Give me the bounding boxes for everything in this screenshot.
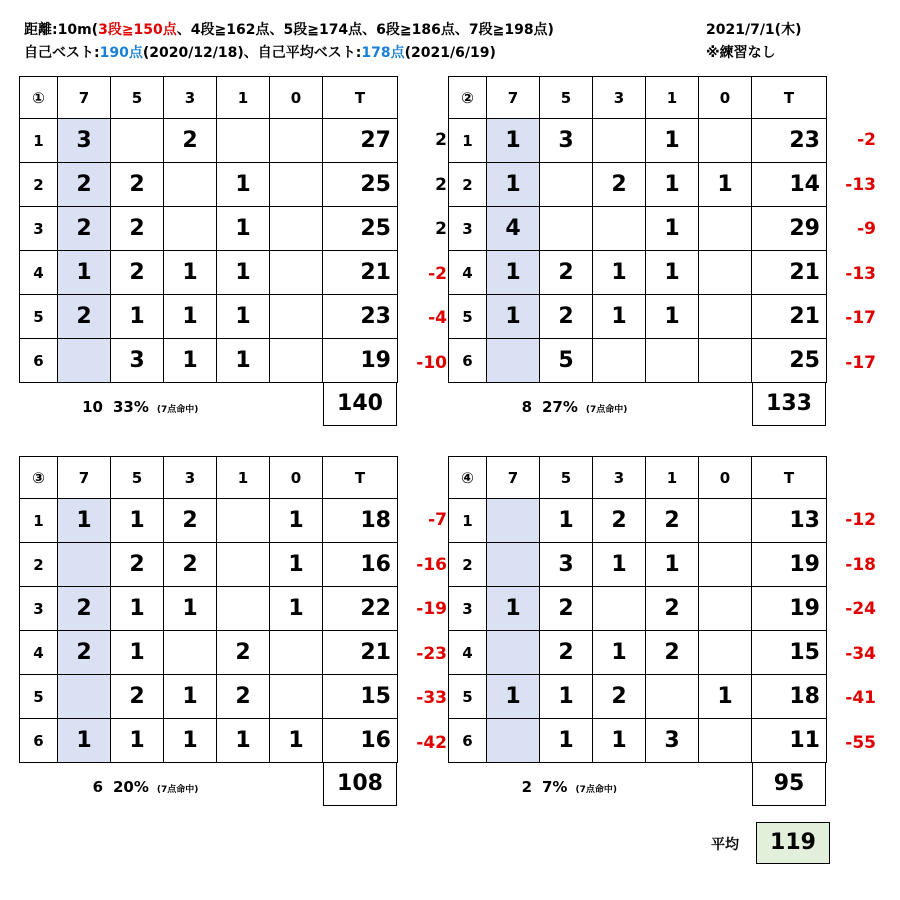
count-cell-1: 1 — [646, 119, 699, 163]
hit-summary — [506, 398, 627, 416]
difference-value: 2 — [435, 219, 447, 239]
end-total: 19 — [752, 543, 827, 587]
difference-value: -33 — [416, 688, 447, 708]
count-cell-1: 1 — [217, 339, 270, 383]
difference-value: -16 — [416, 554, 447, 575]
end-number: 4 — [20, 251, 58, 295]
difference-column — [395, 498, 447, 765]
difference-column — [824, 118, 876, 385]
end-total: 11 — [752, 719, 827, 763]
column-header: T — [323, 77, 398, 119]
difference-value: -4 — [428, 308, 447, 328]
column-header: 3 — [593, 457, 646, 499]
difference-value: -42 — [416, 732, 447, 753]
end-total: 29 — [752, 207, 827, 251]
table-row — [449, 631, 827, 675]
difference-value: 2 — [435, 174, 447, 195]
difference-column — [395, 118, 447, 385]
column-header: 5 — [111, 77, 164, 119]
difference-value: -2 — [857, 130, 876, 150]
column-header: 7 — [58, 77, 111, 119]
count-cell-0 — [699, 119, 752, 163]
difference-value: -17 — [845, 352, 876, 373]
table-row — [449, 163, 827, 207]
best-prefix: 自己ベスト: — [24, 45, 100, 61]
distance-line — [24, 19, 554, 39]
difference-value: -24 — [845, 599, 876, 619]
count-cell-1: 2 — [646, 587, 699, 631]
count-cell-3 — [164, 207, 217, 251]
column-header: 1 — [646, 457, 699, 499]
sheet-label: ② — [449, 77, 487, 119]
end-number: 1 — [449, 119, 487, 163]
end-number: 4 — [449, 251, 487, 295]
count-cell-5: 2 — [111, 251, 164, 295]
count-cell-5 — [540, 207, 593, 251]
end-number: 2 — [449, 163, 487, 207]
count-cell-3: 1 — [164, 587, 217, 631]
count-cell-0: 1 — [270, 587, 323, 631]
count-cell-7: 1 — [487, 251, 540, 295]
table-row — [20, 631, 398, 675]
difference-value: -41 — [845, 688, 876, 708]
count-cell-3: 2 — [593, 163, 646, 207]
end-number: 6 — [20, 719, 58, 763]
count-cell-5: 2 — [540, 631, 593, 675]
end-total: 27 — [323, 119, 398, 163]
count-cell-5 — [540, 163, 593, 207]
count-cell-1: 1 — [217, 719, 270, 763]
column-header: 5 — [111, 457, 164, 499]
count-cell-1 — [217, 499, 270, 543]
count-cell-1: 2 — [217, 675, 270, 719]
table-row — [449, 543, 827, 587]
count-cell-3 — [164, 631, 217, 675]
average-label: 平均 — [711, 837, 739, 853]
end-total: 16 — [323, 543, 398, 587]
hit-count: 8 — [521, 398, 532, 416]
count-cell-0 — [699, 207, 752, 251]
column-header: 1 — [217, 457, 270, 499]
sheet-label: ③ — [20, 457, 58, 499]
count-cell-3: 2 — [164, 499, 217, 543]
column-header: 0 — [699, 77, 752, 119]
score-sheet-2 — [448, 76, 876, 416]
count-cell-1: 2 — [217, 631, 270, 675]
table-row — [20, 251, 398, 295]
sheet-label: ① — [20, 77, 58, 119]
difference-value: -2 — [428, 263, 447, 284]
difference-value: -17 — [845, 308, 876, 328]
end-total: 25 — [752, 339, 827, 383]
count-cell-5: 2 — [540, 251, 593, 295]
count-cell-3 — [593, 339, 646, 383]
count-cell-0 — [270, 295, 323, 339]
end-number: 4 — [20, 631, 58, 675]
count-cell-5: 1 — [540, 675, 593, 719]
hit-count: 6 — [92, 778, 103, 796]
column-header: 0 — [270, 457, 323, 499]
column-header: 0 — [699, 457, 752, 499]
count-cell-0 — [699, 587, 752, 631]
hit-note: (7点命中) — [156, 785, 199, 795]
count-cell-1: 1 — [217, 295, 270, 339]
table-row — [449, 251, 827, 295]
count-cell-5: 1 — [111, 719, 164, 763]
count-cell-3: 1 — [164, 251, 217, 295]
count-cell-1: 2 — [646, 499, 699, 543]
count-cell-5: 2 — [111, 675, 164, 719]
count-cell-5: 2 — [540, 295, 593, 339]
count-cell-7: 1 — [487, 163, 540, 207]
count-cell-1 — [646, 675, 699, 719]
count-cell-5: 3 — [540, 119, 593, 163]
table-row — [449, 675, 827, 719]
column-header: 0 — [270, 77, 323, 119]
difference-value: -13 — [845, 263, 876, 284]
count-cell-0 — [699, 543, 752, 587]
count-cell-5: 2 — [540, 587, 593, 631]
difference-value: -10 — [416, 352, 447, 373]
count-cell-3: 2 — [164, 119, 217, 163]
count-cell-7: 1 — [58, 719, 111, 763]
avg-best-score: 178点 — [361, 45, 405, 61]
end-total: 14 — [752, 163, 827, 207]
end-number: 3 — [20, 207, 58, 251]
difference-value: -12 — [845, 510, 876, 530]
count-cell-7: 2 — [58, 207, 111, 251]
table-row — [20, 295, 398, 339]
count-cell-1: 1 — [217, 207, 270, 251]
count-cell-5: 1 — [111, 587, 164, 631]
count-cell-0 — [270, 163, 323, 207]
round-total: 140 — [323, 383, 397, 426]
table-row — [20, 543, 398, 587]
count-cell-1: 1 — [646, 207, 699, 251]
count-cell-0 — [699, 719, 752, 763]
count-cell-0: 1 — [699, 163, 752, 207]
end-number: 3 — [449, 207, 487, 251]
count-cell-0: 1 — [270, 719, 323, 763]
end-total: 15 — [323, 675, 398, 719]
column-header: 7 — [487, 457, 540, 499]
table-row — [20, 119, 398, 163]
count-cell-7 — [487, 631, 540, 675]
count-cell-3: 1 — [164, 675, 217, 719]
count-cell-7: 1 — [58, 499, 111, 543]
count-cell-3: 2 — [593, 499, 646, 543]
count-cell-0 — [270, 675, 323, 719]
count-cell-3: 1 — [593, 719, 646, 763]
score-sheet-4 — [448, 456, 876, 796]
count-cell-0 — [270, 251, 323, 295]
count-cell-5: 1 — [111, 295, 164, 339]
round-total: 133 — [752, 383, 826, 426]
hit-note: (7点命中) — [575, 785, 617, 795]
end-total: 16 — [323, 719, 398, 763]
end-number: 6 — [449, 719, 487, 763]
count-cell-1 — [217, 543, 270, 587]
end-number: 2 — [20, 543, 58, 587]
count-cell-3: 1 — [164, 339, 217, 383]
table-row — [449, 499, 827, 543]
column-header: 7 — [487, 77, 540, 119]
difference-value: -55 — [845, 732, 876, 753]
best-line — [24, 42, 496, 62]
end-number: 6 — [449, 339, 487, 383]
count-cell-5: 3 — [540, 543, 593, 587]
end-total: 23 — [752, 119, 827, 163]
table-row — [20, 675, 398, 719]
count-cell-1: 1 — [646, 543, 699, 587]
score-table — [448, 76, 827, 383]
table-row — [449, 339, 827, 383]
count-cell-7: 1 — [58, 251, 111, 295]
table-row — [20, 499, 398, 543]
hit-percent: 33% — [113, 398, 149, 416]
difference-value: -9 — [857, 219, 876, 239]
count-cell-7: 1 — [487, 587, 540, 631]
count-cell-7: 4 — [487, 207, 540, 251]
column-header: 5 — [540, 457, 593, 499]
count-cell-7: 1 — [487, 295, 540, 339]
end-number: 2 — [449, 543, 487, 587]
count-cell-7: 2 — [58, 295, 111, 339]
count-cell-0: 1 — [699, 675, 752, 719]
count-cell-5: 1 — [540, 499, 593, 543]
score-table — [19, 76, 398, 383]
end-total: 25 — [323, 207, 398, 251]
score-sheet-1 — [19, 76, 447, 416]
count-cell-3: 2 — [164, 543, 217, 587]
end-number: 5 — [20, 675, 58, 719]
count-cell-0 — [699, 499, 752, 543]
end-number: 3 — [20, 587, 58, 631]
count-cell-7: 2 — [58, 631, 111, 675]
table-row — [449, 587, 827, 631]
difference-column — [824, 498, 876, 765]
end-total: 23 — [323, 295, 398, 339]
column-header: 3 — [593, 77, 646, 119]
sheet-label: ④ — [449, 457, 487, 499]
count-cell-1: 3 — [646, 719, 699, 763]
count-cell-7 — [487, 719, 540, 763]
end-number: 5 — [20, 295, 58, 339]
end-total: 21 — [323, 251, 398, 295]
count-cell-1 — [217, 587, 270, 631]
hit-percent: 27% — [542, 398, 578, 416]
count-cell-0 — [699, 339, 752, 383]
difference-value: -34 — [845, 643, 876, 664]
column-header: 7 — [58, 457, 111, 499]
column-header: 3 — [164, 77, 217, 119]
count-cell-3: 1 — [593, 543, 646, 587]
end-total: 21 — [323, 631, 398, 675]
end-total: 21 — [752, 251, 827, 295]
round-total: 95 — [752, 763, 826, 806]
end-total: 22 — [323, 587, 398, 631]
count-cell-7: 3 — [58, 119, 111, 163]
column-header: 1 — [646, 77, 699, 119]
table-row — [449, 295, 827, 339]
end-total: 15 — [752, 631, 827, 675]
count-cell-7 — [487, 543, 540, 587]
count-cell-0 — [699, 251, 752, 295]
date: 2021/7/1(木) — [706, 22, 802, 38]
end-total: 21 — [752, 295, 827, 339]
difference-value: -18 — [845, 554, 876, 575]
count-cell-7 — [58, 675, 111, 719]
hit-percent: 7% — [542, 778, 568, 796]
difference-value: 2 — [435, 130, 447, 150]
distance-prefix: 距離:10m( — [24, 22, 99, 38]
table-row — [20, 339, 398, 383]
table-row — [20, 163, 398, 207]
count-cell-7 — [487, 499, 540, 543]
note: ※練習なし — [706, 45, 776, 61]
table-row — [20, 719, 398, 763]
count-cell-0 — [699, 295, 752, 339]
count-cell-0: 1 — [270, 543, 323, 587]
end-number: 3 — [449, 587, 487, 631]
avg-best-date: (2021/6/19) — [404, 45, 496, 61]
end-number: 5 — [449, 675, 487, 719]
count-cell-5: 3 — [111, 339, 164, 383]
end-total: 18 — [752, 675, 827, 719]
end-total: 19 — [752, 587, 827, 631]
count-cell-3: 1 — [164, 719, 217, 763]
end-number: 6 — [20, 339, 58, 383]
hit-percent: 20% — [113, 778, 149, 796]
count-cell-5: 2 — [111, 163, 164, 207]
count-cell-5: 1 — [111, 499, 164, 543]
count-cell-7: 1 — [487, 119, 540, 163]
count-cell-7 — [58, 543, 111, 587]
count-cell-0 — [699, 631, 752, 675]
count-cell-7: 2 — [58, 587, 111, 631]
average-value: 119 — [756, 822, 830, 864]
best-score: 190点 — [99, 45, 143, 61]
count-cell-0 — [270, 207, 323, 251]
count-cell-3 — [593, 207, 646, 251]
count-cell-5: 1 — [540, 719, 593, 763]
count-cell-1 — [217, 119, 270, 163]
column-header: T — [752, 457, 827, 499]
score-sheet-3 — [19, 456, 447, 796]
end-number: 1 — [449, 499, 487, 543]
count-cell-1: 1 — [646, 295, 699, 339]
thresholds-rest: 、4段≧162点、5段≧174点、6段≧186点、7段≧198点) — [176, 22, 554, 38]
table-row — [20, 207, 398, 251]
difference-value: -13 — [845, 174, 876, 195]
count-cell-7: 2 — [58, 163, 111, 207]
end-total: 19 — [323, 339, 398, 383]
count-cell-3: 1 — [164, 295, 217, 339]
count-cell-5: 1 — [111, 631, 164, 675]
count-cell-3: 1 — [593, 251, 646, 295]
table-row — [449, 119, 827, 163]
table-row — [20, 587, 398, 631]
count-cell-3: 1 — [593, 631, 646, 675]
count-cell-1: 1 — [646, 251, 699, 295]
count-cell-3 — [164, 163, 217, 207]
count-cell-0 — [270, 631, 323, 675]
count-cell-1 — [646, 339, 699, 383]
end-number: 4 — [449, 631, 487, 675]
difference-value: -7 — [428, 510, 447, 530]
count-cell-1: 1 — [217, 163, 270, 207]
threshold-3dan: 3段≧150点 — [98, 22, 177, 38]
end-total: 25 — [323, 163, 398, 207]
end-total: 13 — [752, 499, 827, 543]
score-table — [19, 456, 398, 763]
column-header: T — [323, 457, 398, 499]
table-row — [449, 719, 827, 763]
count-cell-3: 2 — [593, 675, 646, 719]
hit-note: (7点命中) — [585, 405, 628, 415]
end-total: 18 — [323, 499, 398, 543]
count-cell-7 — [487, 339, 540, 383]
count-cell-0 — [270, 339, 323, 383]
count-cell-1: 1 — [646, 163, 699, 207]
hit-summary — [77, 778, 198, 796]
count-cell-0: 1 — [270, 499, 323, 543]
difference-value: -19 — [416, 599, 447, 619]
hit-note: (7点命中) — [156, 405, 199, 415]
column-header: 3 — [164, 457, 217, 499]
count-cell-1: 2 — [646, 631, 699, 675]
count-cell-5 — [111, 119, 164, 163]
count-cell-1: 1 — [217, 251, 270, 295]
column-header: 5 — [540, 77, 593, 119]
score-table — [448, 456, 827, 763]
end-number: 1 — [20, 119, 58, 163]
count-cell-5: 2 — [111, 543, 164, 587]
count-cell-3 — [593, 587, 646, 631]
best-mid: (2020/12/18)、自己平均ベスト: — [142, 45, 362, 61]
count-cell-3 — [593, 119, 646, 163]
hit-summary — [506, 778, 617, 796]
end-number: 1 — [20, 499, 58, 543]
column-header: 1 — [217, 77, 270, 119]
difference-value: -23 — [416, 643, 447, 664]
count-cell-7: 1 — [487, 675, 540, 719]
count-cell-3: 1 — [593, 295, 646, 339]
hit-count: 2 — [521, 778, 532, 796]
table-row — [449, 207, 827, 251]
count-cell-7 — [58, 339, 111, 383]
count-cell-0 — [270, 119, 323, 163]
end-number: 2 — [20, 163, 58, 207]
end-number: 5 — [449, 295, 487, 339]
count-cell-5: 5 — [540, 339, 593, 383]
hit-summary — [77, 398, 198, 416]
column-header: T — [752, 77, 827, 119]
hit-count: 10 — [82, 398, 103, 416]
round-total: 108 — [323, 763, 397, 806]
count-cell-5: 2 — [111, 207, 164, 251]
